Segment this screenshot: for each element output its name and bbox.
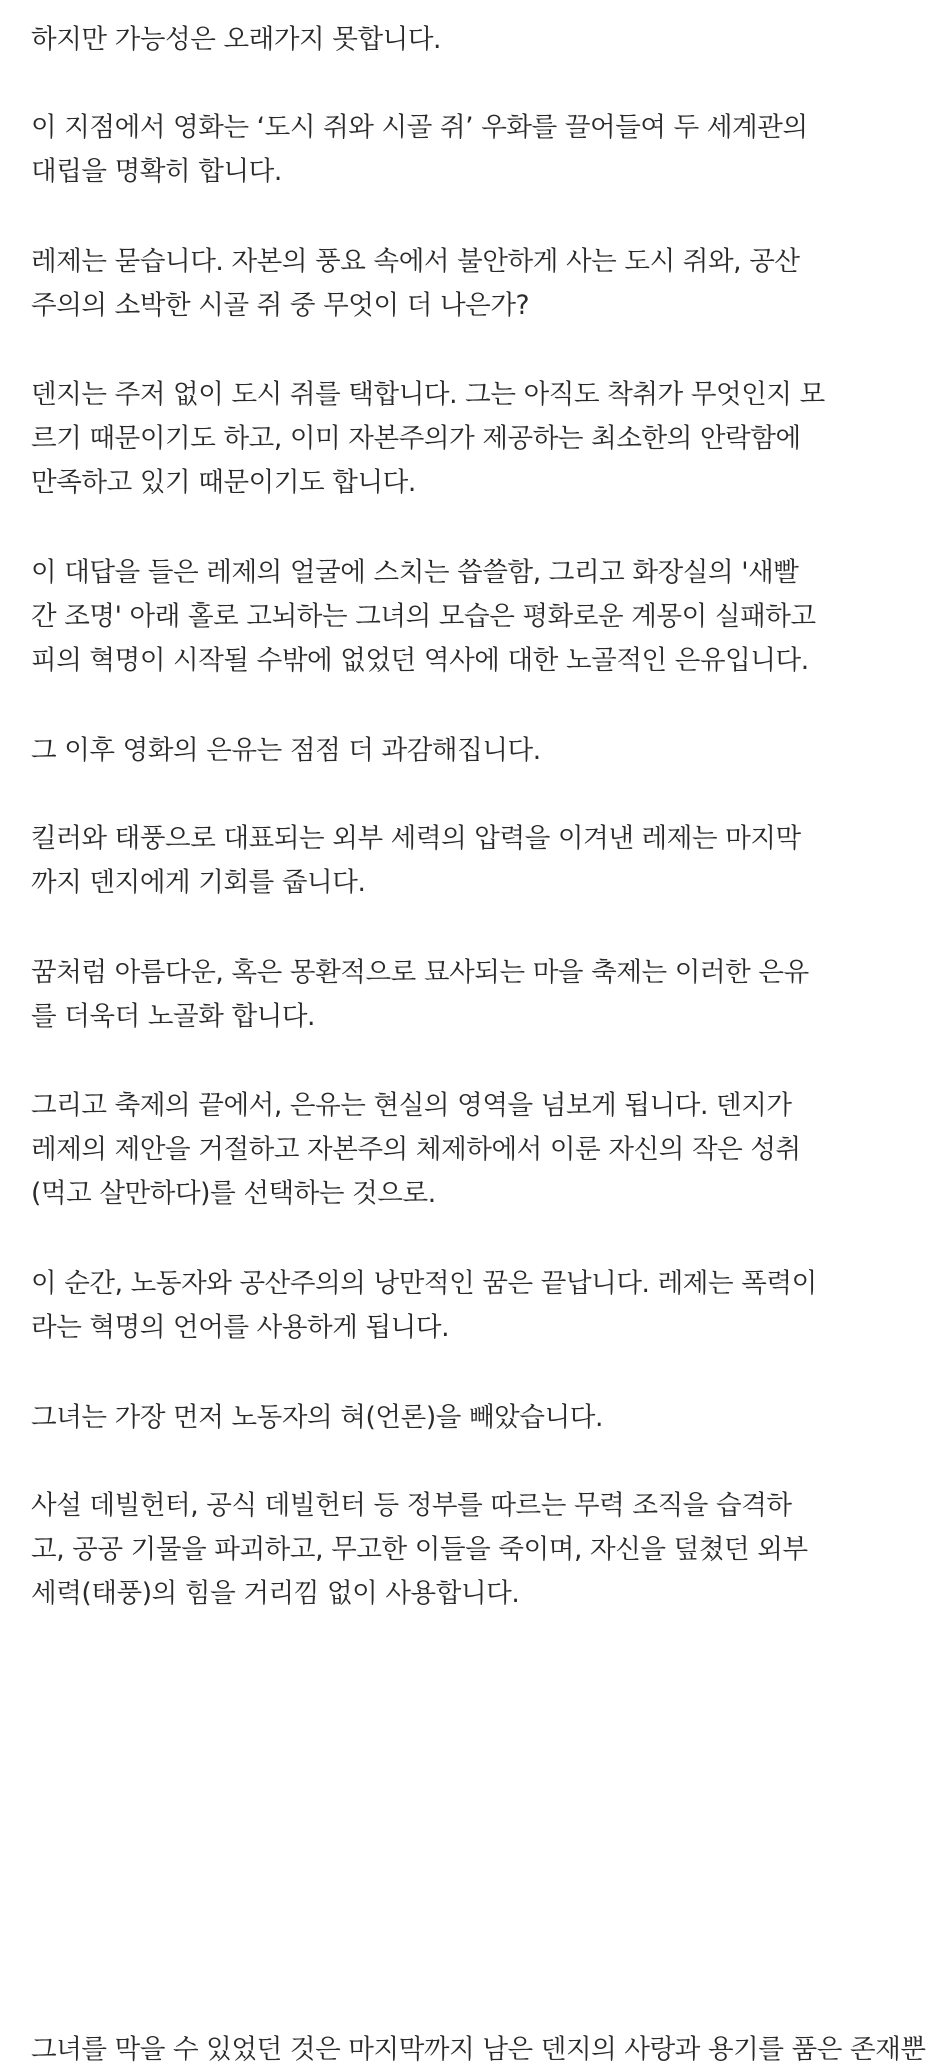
text-line: 그녀는 가장 먼저 노동자의 혀(언론)을 빼았습니다.	[31, 1402, 603, 1433]
text-line: 그리고 축제의 끝에서, 은유는 현실의 영역을 넘보게 됩니다. 덴지가	[31, 1090, 792, 1121]
paragraph	[31, 951, 921, 1039]
text-line: 사설 데빌헌터, 공식 데빌헌터 등 정부를 따르는 무력 조직을 습격하	[31, 1490, 792, 1521]
text-line: 이 대답을 들은 레제의 얼굴에 스치는 씁쓸함, 그리고 화장실의 '새빨	[31, 557, 799, 588]
text-line: 하지만 가능성은 오래가지 못합니다.	[31, 24, 442, 55]
paragraph	[31, 373, 921, 505]
paragraph	[31, 551, 921, 683]
text-line: 세력(태풍)의 힘을 거리낌 없이 사용합니다.	[31, 1578, 520, 1609]
text-line: 를 더욱더 노골화 합니다.	[31, 1001, 316, 1032]
text-line: 르기 때문이기도 하고, 이미 자본주의가 제공하는 최소한의 안락함에	[31, 423, 801, 454]
paragraph	[31, 729, 921, 773]
paragraph	[31, 1396, 921, 1440]
text-line: 레제의 제안을 거절하고 자본주의 체제하에서 이룬 자신의 작은 성취	[31, 1134, 801, 1165]
paragraph	[31, 240, 921, 328]
text-line: 덴지는 주저 없이 도시 쥐를 택합니다. 그는 아직도 착취가 무엇인지 모	[31, 379, 825, 410]
cut-off-next-line	[31, 2022, 926, 2065]
text-line: 까지 덴지에게 기회를 줍니다.	[31, 867, 366, 898]
paragraph	[31, 106, 921, 194]
text-line: 이 지점에서 영화는 ‘도시 쥐와 시골 쥐’ 우화를 끌어들여 두 세계관의	[31, 112, 808, 143]
text-line: 레제는 묻습니다. 자본의 풍요 속에서 불안하게 사는 도시 쥐와, 공산	[31, 246, 800, 277]
text-line: 피의 혁명이 시작될 수밖에 없었던 역사에 대한 노골적인 은유입니다.	[31, 645, 809, 676]
paragraph	[31, 817, 921, 905]
text-line: (먹고 살만하다)를 선택하는 것으로.	[31, 1178, 436, 1209]
text-line: 만족하고 있기 때문이기도 합니다.	[31, 467, 416, 498]
text-line: 간 조명' 아래 홀로 고뇌하는 그녀의 모습은 평화로운 계몽이 실패하고	[31, 601, 816, 632]
text-line: 라는 혁명의 언어를 사용하게 됩니다.	[31, 1312, 450, 1343]
text-line: 고, 공공 기물을 파괴하고, 무고한 이들을 죽이며, 자신을 덮쳤던 외부	[31, 1534, 808, 1565]
text-line: 꿈처럼 아름다운, 혹은 몽환적으로 묘사되는 마을 축제는 이러한 은유	[31, 957, 809, 988]
text-line: 그녀를 막을 수 있었던 것은 마지막까지 남은 덴지의 사랑과 용기를 품은 존재뿐	[31, 2034, 926, 2065]
text-line: 그 이후 영화의 은유는 점점 더 과감해집니다.	[31, 735, 541, 766]
text-line: 주의의 소박한 시골 쥐 중 무엇이 더 나은가?	[31, 290, 530, 321]
paragraph	[31, 18, 921, 62]
paragraph	[31, 1262, 921, 1350]
text-line: 대립을 명확히 합니다.	[31, 156, 282, 187]
text-line: 킬러와 태풍으로 대표되는 외부 세력의 압력을 이겨낸 레제는 마지막	[31, 823, 801, 854]
text-line: 이 순간, 노동자와 공산주의의 낭만적인 꿈은 끝납니다. 레제는 폭력이	[31, 1268, 817, 1299]
paragraph	[31, 1484, 921, 1616]
paragraph	[31, 1084, 921, 1216]
